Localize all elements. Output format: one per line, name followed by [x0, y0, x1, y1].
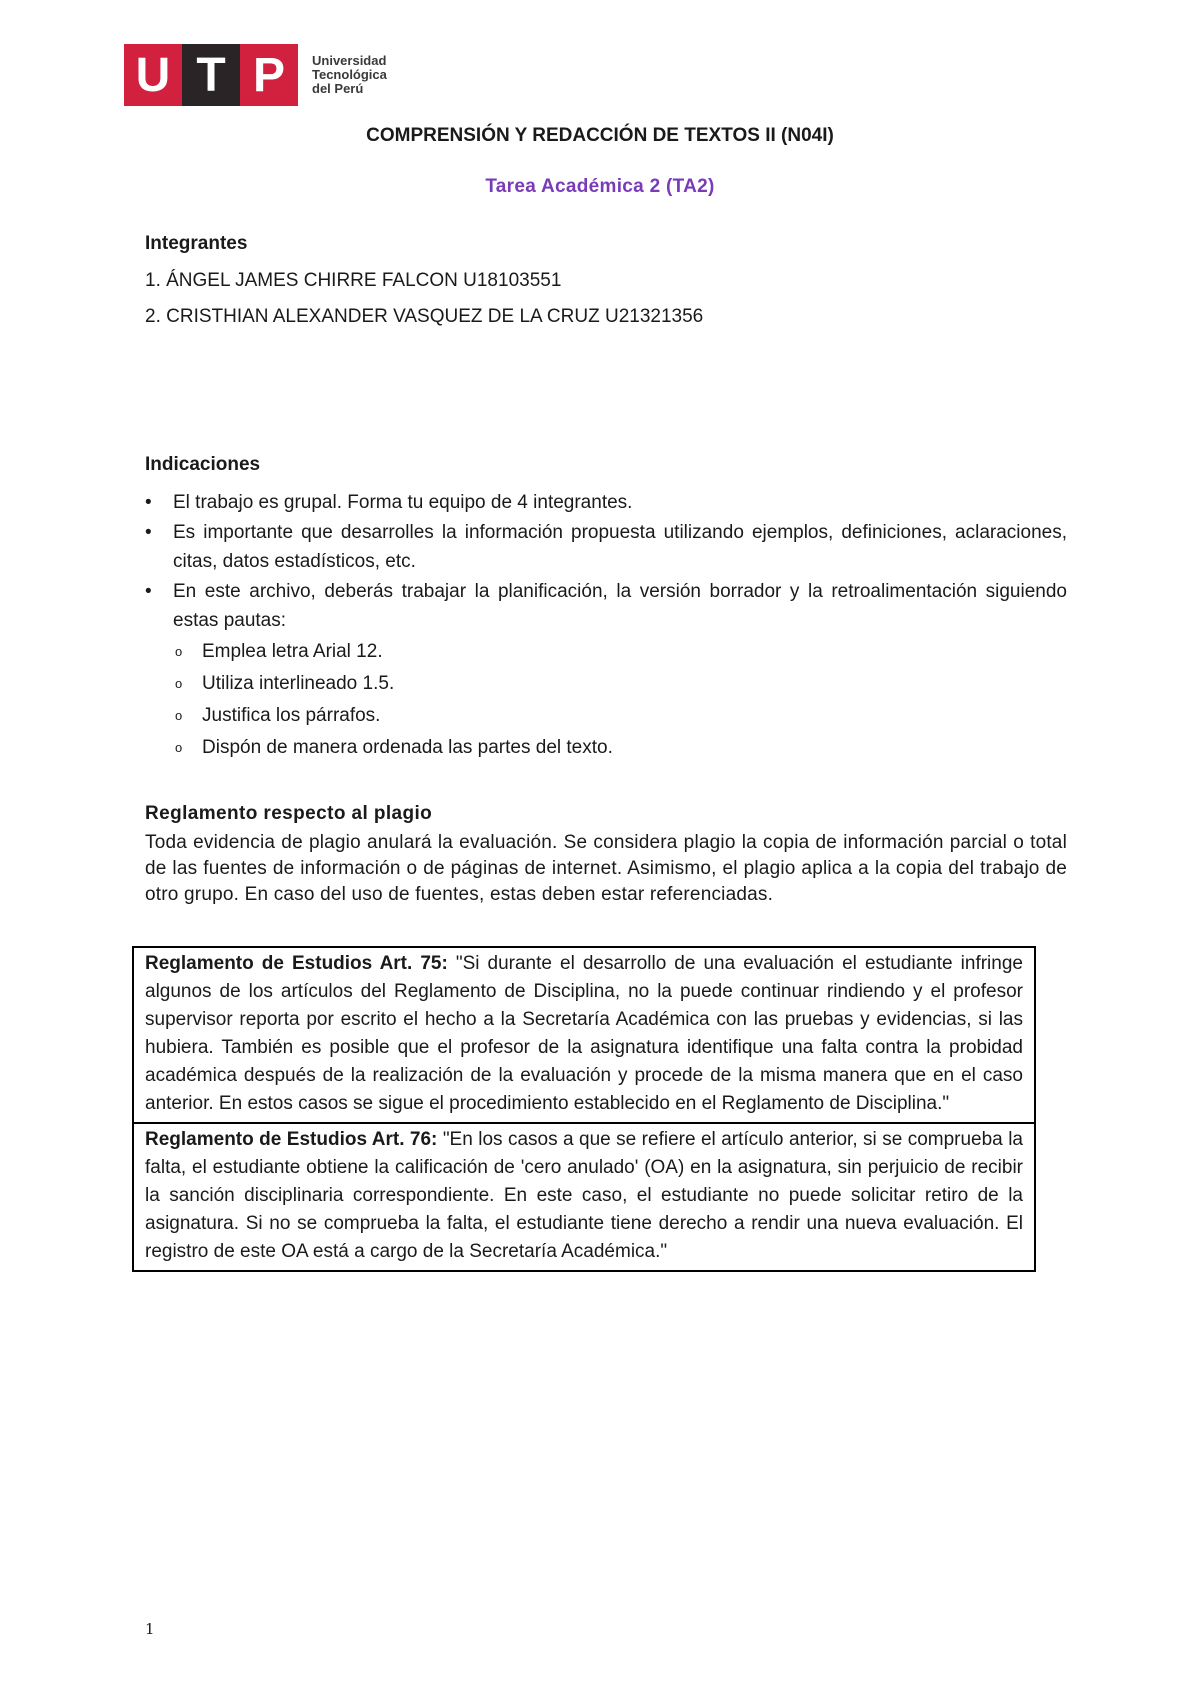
- bullet-icon: •: [145, 492, 152, 513]
- regulation-title: Reglamento de Estudios Art. 76:: [145, 1129, 438, 1150]
- indications-list: [145, 488, 1067, 764]
- logo-line-3: del Perú: [312, 81, 364, 96]
- list-item: [145, 577, 1067, 636]
- logo-letter-p: P: [240, 44, 298, 106]
- regulation-text: "En los casos a que se refiere el artículo anterior, si se comprueba la falta, el estudiante obtiene la calificación de 'cero anulado' (OA) en la asignatura, sin perjuicio de recibir la sanción disciplinaria correspondiente. En este caso, el estudiante no puede solicitar retiro de la asignatura. Si no se comprueba la falta, el estudiante tiene derecho a rendir una nueva evaluación. El registro de este OA está a cargo de la Secretaría Académica.": [145, 1129, 1023, 1262]
- member-item: 1. ÁNGEL JAMES CHIRRE FALCON U18103551: [145, 270, 562, 291]
- logo-letter-t: T: [182, 44, 240, 106]
- circle-bullet-icon: o: [175, 643, 183, 659]
- regulation-text: "Si durante el desarrollo de una evaluación el estudiante infringe algunos de los artículos del Reglamento de Disciplina, no la puede continuar rindiendo y el profesor supervisor reporta por escrito el hecho a la Secretaría Académica con las pruebas y evidencias, si las hubiera. También es posible que el profesor de la asignatura identifique una falta contra la probidad académica después de la realización de la evaluación y procede de la misma manera que en el caso anterior. En estos casos se sigue el procedimiento establecido en el Reglamento de Disciplina.": [145, 953, 1023, 1114]
- sub-item-text: Utiliza interlineado 1.5.: [202, 672, 395, 694]
- plagio-paragraph: Toda evidencia de plagio anulará la evaluación. Se considera plagio la copia de información parcial o total de las fuentes de información o de páginas de internet. Asimismo, el plagio aplica a la copia del trabajo de otro grupo. En caso del uso de fuentes, estas deben estar referenciadas.: [145, 832, 1067, 905]
- list-item: [145, 518, 1067, 577]
- bullet-icon: •: [145, 580, 152, 602]
- task-title: Tarea Académica 2 (TA2): [485, 176, 715, 197]
- sub-item-text: Dispón de manera ordenada las partes del texto.: [202, 736, 613, 758]
- bullet-icon: •: [145, 521, 152, 543]
- logo-letter-u: U: [124, 44, 182, 106]
- sub-list-item: [173, 732, 1067, 764]
- sub-list-item: [173, 636, 1067, 668]
- regulations-table: [132, 946, 1036, 1272]
- regulation-cell-art75: [134, 948, 1034, 1122]
- bullet-text: Es importante que desarrolles la información propuesta utilizando ejemplos, definiciones, aclaraciones, citas, datos estadísticos, etc.: [173, 521, 1067, 572]
- sub-list-item: [173, 668, 1067, 700]
- list-item: [145, 488, 1067, 518]
- logo-line-1: Universidad: [312, 53, 387, 68]
- sub-item-text: Justifica los párrafos.: [202, 704, 381, 726]
- indications-label: Indicaciones: [145, 454, 261, 475]
- page-number: 1: [145, 1620, 155, 1638]
- logo-line-2: Tecnológica: [312, 67, 387, 82]
- circle-bullet-icon: o: [175, 739, 183, 755]
- bullet-text: El trabajo es grupal. Forma tu equipo de 4 integrantes.: [173, 492, 633, 513]
- circle-bullet-icon: o: [175, 707, 183, 723]
- course-title: COMPRENSIÓN Y REDACCIÓN DE TEXTOS II (N04I): [366, 125, 834, 146]
- sub-list: [173, 636, 1067, 764]
- sub-item-text: Emplea letra Arial 12.: [202, 640, 383, 662]
- member-item: 2. CRISTHIAN ALEXANDER VASQUEZ DE LA CRUZ U21321356: [145, 306, 704, 327]
- plagio-label: Reglamento respecto al plagio: [145, 803, 433, 824]
- sub-list-item: [173, 700, 1067, 732]
- members-label: Integrantes: [145, 233, 248, 254]
- circle-bullet-icon: o: [175, 675, 183, 691]
- regulation-title: Reglamento de Estudios Art. 75:: [145, 953, 448, 974]
- logo-letters: [124, 44, 298, 106]
- utp-logo: [124, 44, 387, 106]
- regulation-cell-art76: [134, 1122, 1034, 1270]
- bullet-text: En este archivo, deberás trabajar la planificación, la versión borrador y la retroalimentación siguiendo estas pautas:: [173, 580, 1067, 631]
- logo-university-name: [312, 54, 387, 96]
